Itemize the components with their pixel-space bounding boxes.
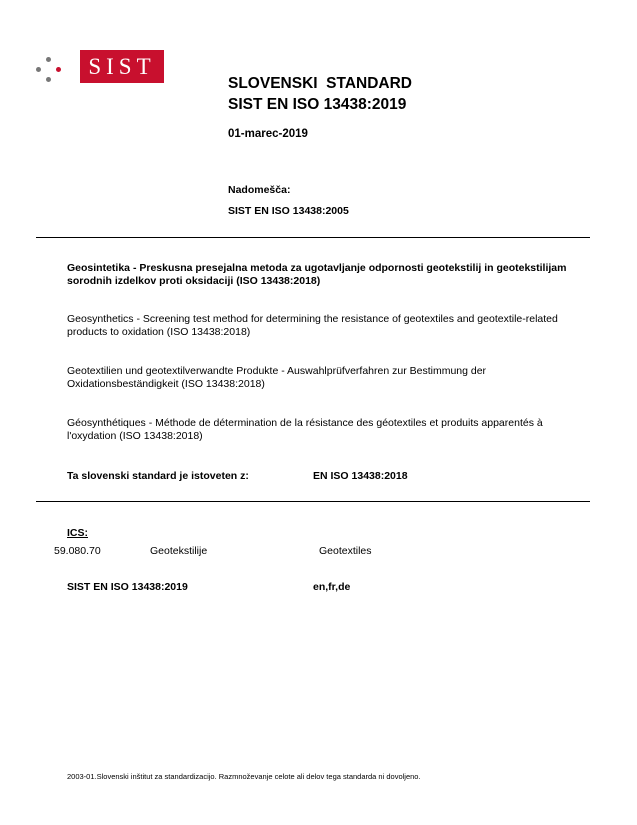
standard-label: SLOVENSKI STANDARD bbox=[228, 75, 413, 92]
divider-top bbox=[36, 237, 590, 238]
logo-dots-icon bbox=[36, 57, 76, 87]
divider-bottom bbox=[36, 501, 590, 502]
ics-code: 59.080.70 bbox=[54, 545, 101, 557]
languages: en,fr,de bbox=[313, 581, 351, 593]
title-french: Géosynthétiques - Méthode de détermination de la résistance des géotextiles et produits apparentés à l'oxydation (ISO 13438:2018) bbox=[67, 417, 543, 442]
sist-logo: SIST bbox=[80, 50, 164, 83]
copyright-footer: 2003-01.Slovenski inštitut za standardizacijo. Razmnoževanje celote ali delov tega standarda ni dovoljeno. bbox=[67, 772, 421, 781]
ics-label: ICS: bbox=[67, 527, 88, 539]
replaces-label: Nadomešča: bbox=[228, 184, 291, 196]
standard-date: 01-marec-2019 bbox=[228, 128, 308, 140]
title-english: Geosynthetics - Screening test method for determining the resistance of geotextiles and geotextile-related products to oxidation (ISO 13438:2018) bbox=[67, 313, 558, 338]
ics-term-slovenian: Geotekstilije bbox=[150, 545, 208, 557]
identical-label: Ta slovenski standard je istoveten z: bbox=[67, 470, 249, 482]
title-german: Geotextilien und geotextilverwandte Produkte - Auswahlprüfverfahren zur Bestimmung der Oxidationsbeständigkeit (ISO 13438:2018) bbox=[67, 365, 487, 390]
title-slovenian: Geosintetika - Preskusna presejalna metoda za ugotavljanje odpornosti geotekstilij in geotekstilijam sorodnih izdelkov proti oksidaciji (ISO 13438:2018) bbox=[67, 262, 567, 287]
replaces-value: SIST EN ISO 13438:2005 bbox=[228, 205, 349, 217]
standard-code: SIST EN ISO 13438:2019 bbox=[67, 581, 188, 593]
standard-number: SIST EN ISO 13438:2019 bbox=[228, 96, 407, 113]
ics-term-english: Geotextiles bbox=[319, 545, 372, 557]
identical-value: EN ISO 13438:2018 bbox=[313, 470, 408, 482]
